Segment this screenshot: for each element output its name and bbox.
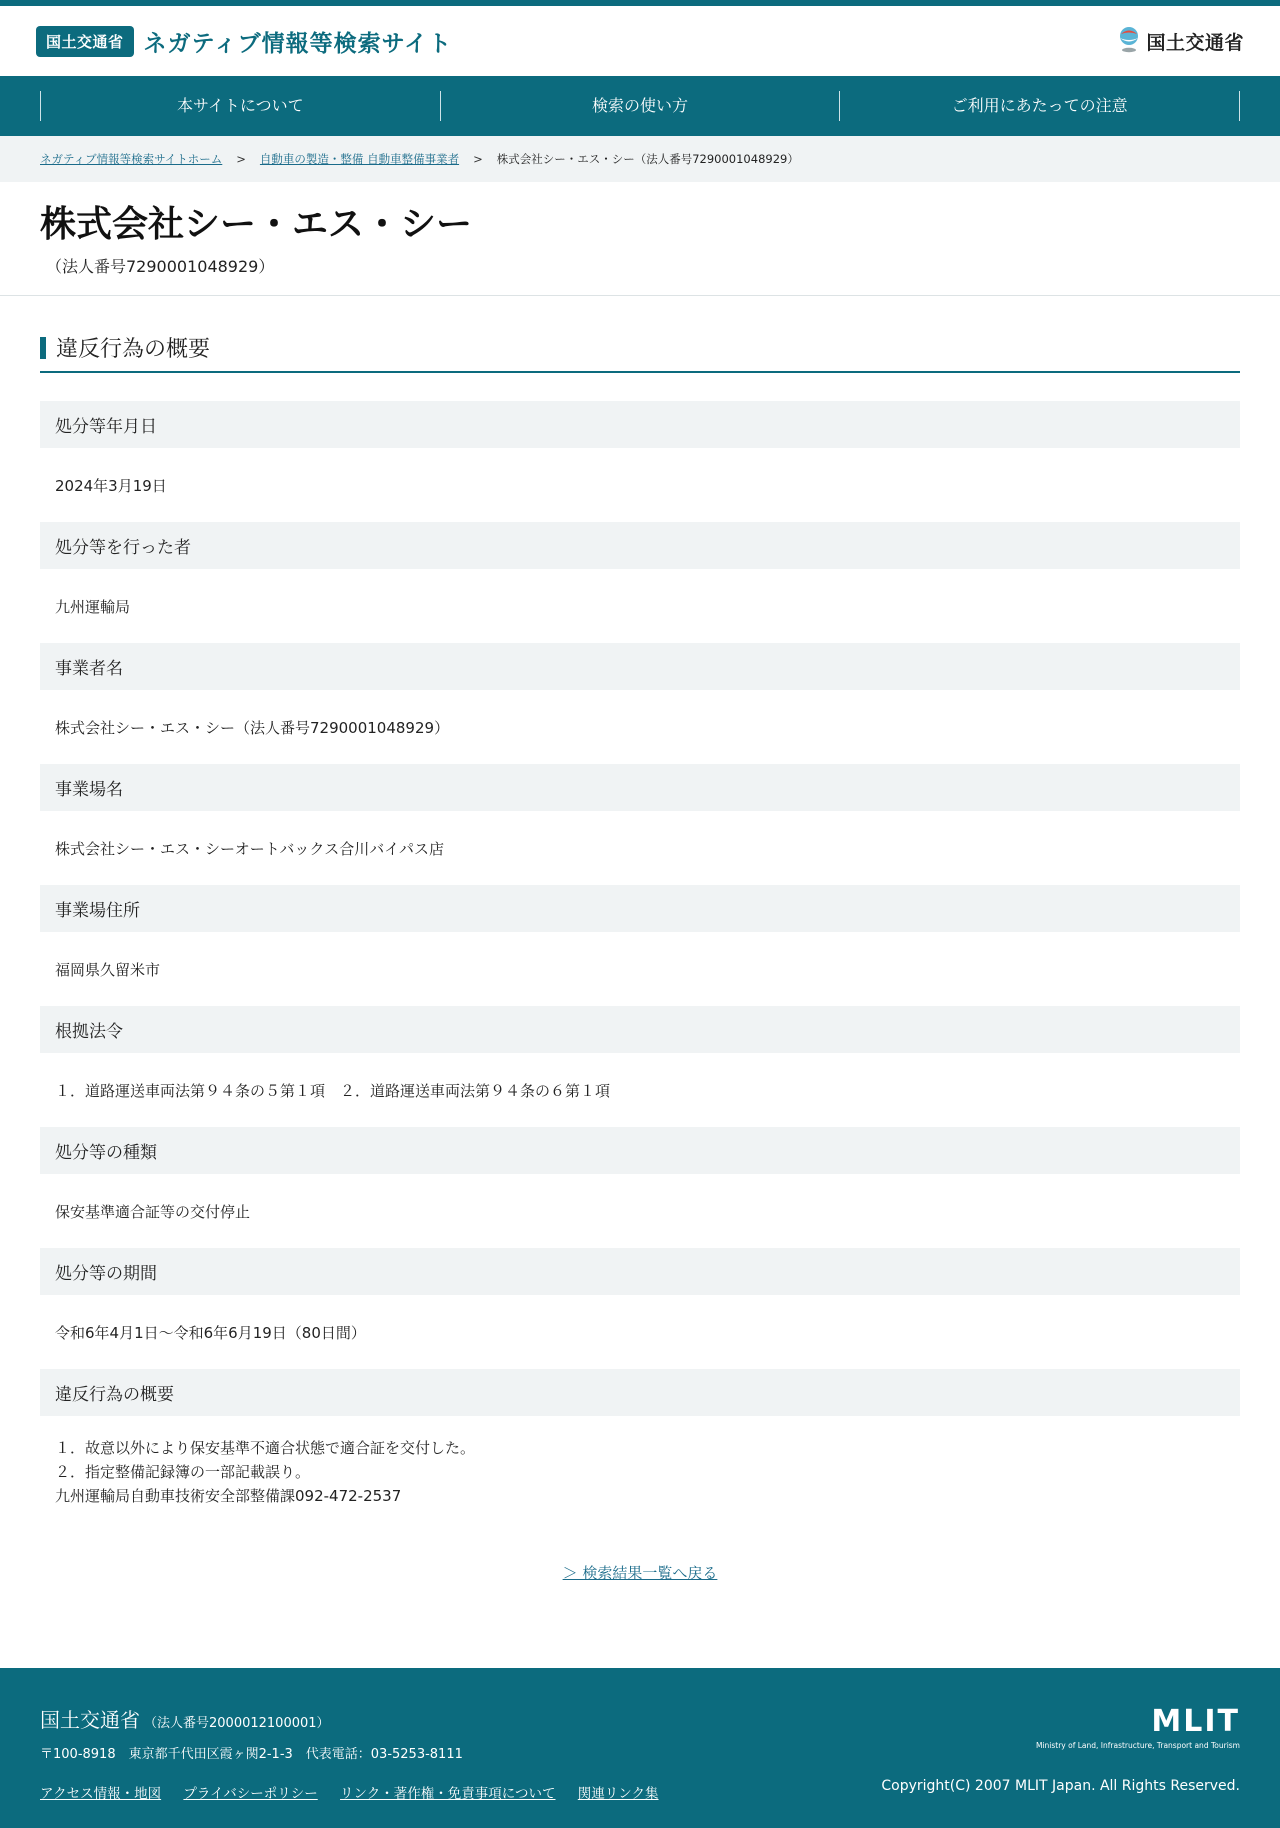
detail-field	[40, 1248, 1240, 1369]
field-label: 事業者名	[40, 643, 1240, 690]
detail-field	[40, 1006, 1240, 1127]
detail-field	[40, 764, 1240, 885]
mlit-logo-subtitle: Ministry of Land, Infrastructure, Transport and Tourism	[1035, 1741, 1240, 1750]
summary-line: １．故意以外により保安基準不適合状態で適合証を交付した。	[55, 1439, 476, 1457]
field-value: 九州運輸局	[55, 597, 131, 616]
section-heading-text: 違反行為の概要	[56, 337, 211, 362]
field-value: 保安基準適合証等の交付停止	[55, 1202, 251, 1221]
field-label: 違反行為の概要	[40, 1369, 1240, 1416]
back-link-wrap	[40, 1562, 1240, 1583]
field-value: 令和6年4月1日～令和6年6月19日（80日間）	[55, 1323, 366, 1342]
footer-org-block	[40, 1704, 677, 1802]
detail-field	[40, 1127, 1240, 1248]
breadcrumb-current: 株式会社シー・エス・シー（法人番号7290001048929）	[496, 152, 799, 166]
site-brand[interactable]	[36, 25, 452, 58]
footer-org-number: （法人番号2000012100001）	[144, 1716, 330, 1731]
field-label: 事業場住所	[40, 885, 1240, 932]
corporate-number: （法人番号7290001048929）	[46, 257, 275, 276]
section-heading	[40, 332, 1240, 373]
site-header	[0, 6, 1280, 76]
breadcrumb-home-link[interactable]: ネガティブ情報等検索サイトホーム	[40, 152, 223, 166]
footer-link-related[interactable]: 関連リンク集	[577, 1786, 659, 1802]
mlit-logo-word: MLIT	[1151, 1704, 1240, 1739]
detail-field	[40, 885, 1240, 1006]
breadcrumb-separator: >	[236, 152, 246, 166]
field-value: １．道路運送車両法第９４条の５第１項 ２．道路運送車両法第９４条の６第１項	[55, 1081, 611, 1100]
back-to-results-link[interactable]: ＞ 検索結果一覧へ戻る	[562, 1564, 718, 1582]
violation-summary-section	[0, 296, 1280, 1583]
detail-field	[40, 401, 1240, 522]
breadcrumb	[0, 136, 1280, 182]
copyright: Copyright(C) 2007 MLIT Japan. All Rights Reserved.	[881, 1778, 1240, 1794]
nav-about-site[interactable]: 本サイトについて	[40, 91, 440, 121]
footer-address: 〒100-8918 東京都千代田区霞ヶ関2-1-3 代表電話：03-5253-8111	[40, 1747, 463, 1762]
field-label: 処分等を行った者	[40, 522, 1240, 569]
breadcrumb-separator: >	[473, 152, 483, 166]
nav-search-guide[interactable]: 検索の使い方	[440, 91, 840, 121]
footer-org-name: 国土交通省	[40, 1708, 140, 1732]
field-value: 2024年3月19日	[55, 476, 167, 495]
mlit-logo-text: 国土交通省	[1146, 31, 1244, 54]
field-value: 福岡県久留米市	[55, 960, 161, 979]
detail-field	[40, 643, 1240, 764]
main-nav	[0, 76, 1280, 136]
field-value: 株式会社シー・エス・シーオートバックス合川バイパス店	[55, 839, 444, 858]
company-title-block	[0, 182, 1280, 296]
site-footer	[0, 1668, 1280, 1828]
heading-accent-bar	[40, 337, 46, 359]
field-value-multiline	[40, 1416, 1240, 1508]
field-label: 処分等の期間	[40, 1248, 1240, 1295]
footer-org	[40, 1704, 677, 1733]
page-title: 株式会社シー・エス・シー	[40, 204, 473, 245]
nav-usage-notes[interactable]: ご利用にあたっての注意	[839, 91, 1240, 121]
summary-line: ２．指定整備記録簿の一部記載誤り。	[55, 1463, 311, 1481]
mlit-emblem-icon	[1116, 25, 1142, 57]
summary-line: 九州運輸局自動車技術安全部整備課092-472-2537	[55, 1487, 402, 1505]
footer-link-privacy[interactable]: プライバシーポリシー	[183, 1786, 318, 1802]
field-label: 事業場名	[40, 764, 1240, 811]
field-label: 処分等の種類	[40, 1127, 1240, 1174]
detail-field-summary	[40, 1369, 1240, 1508]
field-value: 株式会社シー・エス・シー（法人番号7290001048929）	[55, 718, 450, 737]
footer-link-copyright[interactable]: リンク・著作権・免責事項について	[340, 1786, 556, 1802]
footer-link-access[interactable]: アクセス情報・地図	[40, 1786, 162, 1802]
breadcrumb-category-link[interactable]: 自動車の製造・整備 自動車整備事業者	[259, 152, 460, 166]
footer-links	[40, 1782, 677, 1802]
field-label: 処分等年月日	[40, 401, 1240, 448]
detail-field	[40, 522, 1240, 643]
mlit-logo[interactable]	[1116, 25, 1244, 57]
ministry-badge: 国土交通省	[36, 26, 134, 57]
site-title[interactable]: ネガティブ情報等検索サイト	[143, 30, 453, 57]
field-label: 根拠法令	[40, 1006, 1240, 1053]
